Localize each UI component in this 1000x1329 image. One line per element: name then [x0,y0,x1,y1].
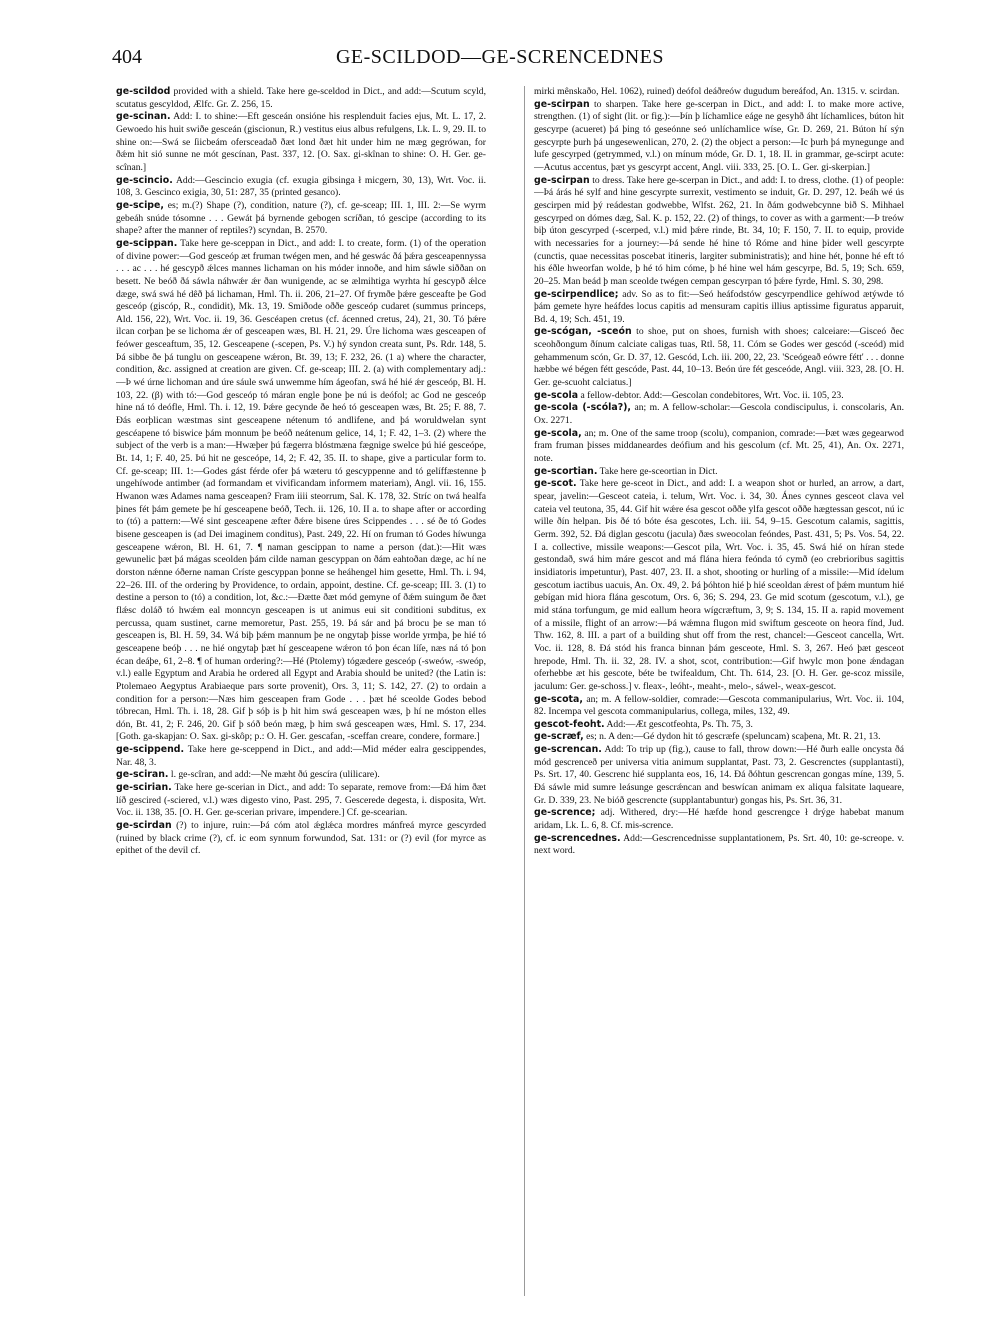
entry-text: Take here ge-scerian in Dict., and add: To separate, remove from:—Ðá him ðæt líð gescired (-sciered, v.l.) wæs digesto vino, Past. 295, 7. Gescerede degesta, i. disposita, Wrt. Voc. ii. 138, 35. [O. H. Ger. ge-scerian privare, impendere.] Cf. ge-scearian. [116,782,486,819]
entry-text: es; n. A den:—Gé dydon hit tó gescræfe (speluncam) scaþena, Mt. R. 21, 13. [586,731,881,743]
entry-text: mirki mênskaðo, Hel. 1062), ruined) deófol deáðreów dugudum bereáfod, An. 1315. v. scirdan. [534,86,900,97]
entry-text: Add:—Æt gescotfeohta, Ps. Th. 75, 3. [606,718,753,730]
entry-text: an; m. One of the same troop (scolu), companion, comrade:—Þæt wæs gegearwod fram fruman þisses middaneardes deófium and his gescolum (cf. Mt. 25, 41), An. Ox. 2271, note. [534,427,904,465]
dictionary-entry [534,694,904,719]
entry-headword: ge-scincio. [116,174,173,186]
entry-headword: ge-scota, [534,693,583,705]
dictionary-entry [534,390,904,403]
entry-text: an; m. A fellow-soldier, comrade:—Gescota commanipularius, Wrt. Voc. ii. 104, 82. Incempa vel gescota commanipularius, collega, miles, 132, 49. [534,693,904,718]
entry-text: provided with a shield. Take here ge-sceldod in Dict., and add:—Scutum scyld, scutatus gescyldod, Ælfc. Gr. Z. 256, 15. [116,86,486,110]
dictionary-entry [534,99,904,175]
entry-headword: ge-screncan. [534,744,602,756]
dictionary-entry [534,719,904,732]
entry-headword: ge-scipe, [116,199,164,211]
dictionary-entry [534,833,904,858]
entry-text: to dress. Take here ge-scerpan in Dict., and add: I. to dress, clothe. (1) of people:—Þá árás hé sylf and hine gescyrpte surrexit, vestimento se induit, Gr. D. 297, 12. Þeáh wé ús gescirpen mid þý reádestan godwebbe, Wlfst. 262, 21. In ðám godwebcynne bið S. Mihhael gescyrped on dómes dæg, Sal. K. p. 152, 22. (2) of things, to cover as with a garment:—Þ treów biþ úton gescyrped (-scerped, v.l.) mid þǽre rinde, Bt. 34, 10; F. 150, 7. II. to equip, provide with necessaries for a journey:—Þá sende hé hine tó Róme and hine þider well gescyrpte (cunctis, quae necessitas poscebat itineris, largiter subministratis); and hine hét, þonne hé eft tó his éðle hweorfan wolde, þ hé tó him cóme, þ hé hine wel hám gescyrpe, Bd. 5, 19; Sch. 659, 20–25. Man beád þ man sceolde twégen cempan gescyrpan tó þǽre fyrde, Hml. S. 30, 298. [534,174,904,287]
dictionary-entry [116,200,486,238]
column-divider [524,86,525,1296]
dictionary-entry [534,175,904,289]
entry-text: Take here ge-sceppend in Dict., and add:—Mid méder ealra gescippendes, Nar. 48, 3. [116,744,486,768]
right-column [534,86,904,1306]
dictionary-entry [534,86,904,99]
entry-text: an; m. A fellow-scholar:—Gescola condiscipulus, i. conscolaris, An. Ox. 2271. [534,402,904,427]
dictionary-entry [534,402,904,427]
entry-headword: ge-scot. [534,478,577,490]
entry-text: l. ge-scîran, and add:—Ne mæht ðú gescíra (ulilicare). [170,769,380,781]
entry-headword: ge-scræf, [534,731,584,743]
dictionary-entry [534,744,904,807]
entry-headword: ge-sciran. [116,769,169,781]
dictionary-entry [116,782,486,820]
entry-text: to sharpen. Take here ge-scerpan in Dict., and add: I. to make more active, strengthen. (1) of sight (lit. or fig.):—Þín þ líchamlice eáge ne gesyhð áht líchamlices, búton hit gescyrpe (acueret) þá þing tó geseónne seó unlíchamlice wíse, Gr. D. 269, 21. Búton hí sýn gescyrpte þurh þá ungesewenlican, 270, 2. (2) the object a person:—Ic þurh þá mynegunge and lufe gescyrped (getrymmed, v.l.) on mínum móde, Gr. D. 1, 18. II. in grammar, ge-scirpt acute:—Acutus accentus, þæt ys gescyrpt accent, Angl. viii. 333, 25. [O. L. Ger. gi-skerpian.] [534,98,904,173]
entry-headword: ge-scirdan [116,820,172,832]
entry-headword: ge-scinan. [116,111,171,123]
entry-headword: ge-scola, [534,427,582,439]
entry-text: adv. So as to fit:—Seó heáfodstów gescyrpendlice gehíwod ætýwde tó þám gemete hyre heáfdes locus capitis ad mensuram capitis illius aptissime figuratus apparuit, Bd. 4, 19; Sch. 451, 19. [534,288,904,325]
page-number: 404 [112,46,142,68]
dictionary-entry [116,175,486,200]
entry-headword: ge-scildod [116,86,171,97]
dictionary-entry [534,478,904,693]
entry-text: es; m.(?) Shape (?), condition, nature (?), cf. ge-sceap; III. 1, III. 2:—Se wyrm gebeáh snúde tósomne . . . Gewát þá byrnende gebogen scríðan, tó gescipe (according to its shape? after the manner of reptiles?) scyndan, B. 2570. [116,199,486,237]
entry-headword: ge-scola (-scóla?), [534,402,631,414]
entry-headword: ge-screncednes. [534,832,621,844]
page-header [112,46,888,72]
entry-headword: ge-scirpan [534,174,590,186]
dictionary-entry [116,111,486,174]
left-column [116,86,486,1306]
dictionary-entry [116,744,486,769]
entry-text: Take here ge-sceortian in Dict. [599,465,718,477]
dictionary-entry [534,428,904,466]
entry-text: Add: To trip up (fig.), cause to fall, throw down:—Hé ðurh ealle oncysta ðá mód gescrenceð per universa vitia animum supplantat, Past. 73, 2. Gescrenctes (supplantasti), Ps. Srt. 17, 40. Gescrenc hié supplanta eos, 16, 14. Ðá ðóhtun gescrencan gongas míne, 139, 5. Ðá sáwle mid sumre leásunge gescrǽncan and beswícan animam ex aliqua falsitate laqueare, Gr. D. 339, 23. Ne bióð gescrencte (supplantabuntur) gongas his, Ps. Srt. 36, 31. [534,744,904,806]
entry-text: Take here ge-sceot in Dict., and add: I. a weapon shot or hurled, an arrow, a dart, spear, javelin:—Gesceot cateia, i. telum, Wrt. Voc. i. 34, 30. Ánes cynnes gesceot clava vel cateia vel teutona, 35, 44. Gif hit wǽre ésa gescot oððe ylfa gescot oððe hægtessan gescot, nú ic wille ðín helpan. Þis ðé tó bóte ésa gescotes, Lch. iii. 54, 9–15. Gescotum calamis, sagittis, Germ. 392, 52. Ðá diglan gescotu (jacula) ðæs sweocolan feóndes, Past. 431, 5; Ps. Vos. 54, 22. I a. collective, missile weapons:—Gescot pila, Wrt. Voc. i. 35, 45. Swá hié on híran stede gestondað, swá him máre gescot and má flána hiera feónda tó cymð (eo crebrioribus sagittis insidiatoris impetuntur), Past. 407, 23. II. a shot, shooting or hurling of a missile:—Mid ídelum gescotum iactibus uacuis, An. Ox. 49, 2. Þá þóhton hié þ hié sceoldan ǽrest of þǽm muntum hié gebígan mid hiora flána gescotum, Ors. 6, 36; S. 294, 23. Ge mid scotum (gescotum, v.l.), ge mid stána torfungum, ge mid eallum heora wígcræftum, 3, 9; S. 134, 15. II a. rapid movement of a missile, flight of an arrow:—Þá wǽmna flugon mid swiftum gesceote on heora fínd, Jud. Thw. 162, 8. III. a part of a building shut off from the rest, chancel:—Gesceot cancella, Wrt. Voc. ii. 128, 8. Ðá stód his franca binnan þám gesceote, Hml. S. 3, 267. Heó þæt gesceot hrepode, Hml. Th. ii. 32, 28. IV. a shot, scot, contribution:—Gif hwylc mon þone ǽndagan oferhebbe æt his gescote, béte be twifealdum, Cht. Th. 614, 23. [O. H. Ger. ge-scoz missile, jaculum: Ger. ge-schoss.] v. fleax-, leóht-, meaht-, melo-, sáwel-, weax-gescot. [534,478,904,692]
entry-text: (?) to injure, ruin:—Þá cóm atol ǽglǽca mordres mánfreá myrce gescyrded (ruined by black crime (?), cf. ic eom synnum forwundod, Sat. 131: or (?) evil (for myrce as epithet of the devil cf. [116,820,486,857]
dictionary-entry [534,466,904,479]
dictionary-entry [534,731,904,744]
dictionary-entry [534,326,904,389]
dictionary-entry [116,238,486,744]
running-head: GE-SCILDOD—GE-SCRENCEDNES [335,46,665,68]
entry-headword: gescot-feoht. [534,718,605,730]
entry-text: Add: I. to shine:—Eft gesceán onsióne his resplenduit facies ejus, Mt. L. 17, 2. Gewoedo his huit swiðe gesceán (giscionun, R.) vestitus eius albus refulgens, Lk. L. 9, 29. II. to shine on:—Swá se ſiicbeám ofersceadað ðæt lond ðæt hit under him ne mæg gegrówan, for ðǽm hit sió sunne ne mót gescínan, Past. 337, 12. [O. Sax. gi-skînan to shine: O. H. Ger. ge-scînan.] [116,111,486,173]
entry-text: Add:—Gescrencednisse supplantationem, Ps. Srt. 40, 10: ge-screope. v. next word. [534,832,904,857]
entry-text: to shoe, put on shoes, furnish with shoes; calceiare:—Gisceó ðec sceohðongum ðínum calciate caligas tuas, Rtl. 58, 11. Cóm se Godes wer gescód (-sceód) mid gehammenum scón, Gr. D. 37, 12. Gescód, Lch. iii. 200, 22, 23. 'Sceógeað eówre fétt' . . . donne hæbbe wé bégen fétt gescóde, Past. 44, 10–13. Beón úre fét gesceóde, Angl. viii. 323, 28. [O. H. Ger. ge-scuoht calciatus.] [534,326,904,389]
entry-headword: ge-scola [534,389,579,401]
entry-text: a fellow-debtor. Add:—Gescolan condebitores, Wrt. Voc. ii. 105, 23. [580,389,844,401]
entry-headword: ge-scortian. [534,465,598,477]
entry-headword: ge-scirpendlice; [534,288,619,300]
entry-headword: ge-scippend. [116,744,185,756]
entry-text: Take here ge-sceppan in Dict., and add: I. to create, form. (1) of the operation of divine power:—God gesceóp æt fruman twégen men, and hé geswác ðá þǽra gesceapennyssa . . . ac . . . hé gescypð ǽlces mannes lichaman on his móder innoðe, and him sáwle siððan on besett. Ne beóð ðá sáwla náhwǽr ǽr ðan wunigende, ac se ælmihtiga wyrhta hí gescypð ǽlce dæge, swá swá hé dêð þá lichaman, Hml. Th. ii. 206, 21–27. Of frymðe þǽre gesceafte þe God gesceóp (giscóp, R., condidit), Mk. 13, 19. Smiðode oððe gesceóp cudaret (summus princeps, Ald. 156, 22), Wrt. Voc. ii. 19, 36. Gescéapen cretus (cf. ácenned cretus, 24), 21, 30. Tó þǽre ilcan corþan þe se lichoma ǽr of gesceapen wæs, Bl. H. 21, 29. Úre lichoma wæs gesceapen of feówer gesceaftum, 35, 12. Gesceapene (-scepen, Ps. V.) hý syndon creata sunt, Ps. Rdr. 148, 5. Þá sibbe ðe þá tunglu on gesceapene wǽron, Bt. 39, 13; F. 232, 26. (1 a) where the character, condition, &c. assigned at creation are given. Cf. ge-sceap; III. 2. (a) with complementary adj.:—Þ wé úrne lichoman and úre sáule swá unwemme hím ágeofan, swá hé hié ǽr gesceóp, Bl. H. 103, 22. (β) with tó:—God gesceóp tó máran engle þone þe nú is deófol; ac God ne gesceóp hine ná tó deófle, Hml. Th. i. 12, 19. Þǽre gecynde ðe heó tó gesceapen wæs, Bt. 25; F. 88, 7. Ðás eorþlican wæstmas sint gesceapene nétenum tó andlifene, and þá woruldwelan synt gescéapene tó biswice þám monnum þe beóð neátenum gelice, 14, 1; F. 42, 1–3. (2) where the subject of the verb is a man:—Hwæþer þú fægerra blóstmæna fægnige swelce þú hié gesceópe, Bt. 14, 1; F. 40, 25. Þú hit ne gesceópe, 14, 2; F. 42, 35. II. to shape, give a particular form to. Cf. ge-sceap; III. 1:—Godes gást férde ofer þá wæteru tó gescyppenne and tó gelíffæstenne þ ungehíwode antimber (ad formandam et vivificandam informem materiam), Angl. vii. 16, 155. Hwanon wæs Adames nama gesceapen? Fram iiii steorrum, Sal. K. 178, 32. Stríc on twá healfa þines fét þám gemete þe hí gesceapene beóð, Tech. ii. 126, 10. II a. to shape after or according to (tó) a pattern:—Wé sint gesceapene æfter ðǽre bisene úres Scippendes . . . sé ðe tó Godes bisene gesceapen is (ad Dei imaginem conditus), Past. 249, 22. Hí on fruman tó Godes híwunga gesceapene wǽron, Bl. H. 61, 7. ¶ naman gescippan to name a person (dat.):—Hit wæs gewunelic þæt þá mágas sceolden þám cilde naman gescyppan on ðám eahtoðan dæge, ac hí ne dorston nǽnne óðerne naman Críste gescyppan þonne se heáhengel him gesette, Hml. Th. i. 94, 22–26. III. of the ordering by Providence, to ordain, appoint, destine. Cf. ge-sceap; III. 3. (1) to destine a person to (tó) a condition, lot, &c.:—Ðætte ðæt mód gemyne of ðǽm suingum ðe ðæt flǽsc doláð tó hwǽm eal monncyn gesceapen is ut animus eui sit conditioni subditus, ex percussa, quam sustinet, carne memoretur, Past. 255, 19. Þá sár and þá brocu þe se man tó gesceapen is, Bl. H. 59, 34. Wá biþ þǽm mannum þe ne ongytaþ þisse worlde yrmþa, þe hié tó gesceapene beóþ . . . ne hié ongytaþ þæt hí gesceapene wǽron tó þon écan líſe, næs ná tó þon écan deáþe, 61, 2–8. ¶ of human ordering?:—Hé (Ptolemy) tógædere gesceóp (-sweów, -sweóp, v.l.) ealle Egyptum and Arabia he ordered all Egypt and Arabia should be united? (the Latin is: Ptolemaeo Aegyptus Arabiaeque pars sorte provenit), Ors. 3, 11; S. 142, 27. (2) to ordain a condition for a person:—Næs him gesceapen fram Gode . . . þæt hé sceolde Godes bebod tóbrecan, Hml. Th. i. 18, 28. Gif þ sóþ is þ hit him swá gesceapen wæs, þ hí ne móston elles dón, Bt. 41, 2; F. 246, 20. Gif þ sóð beón mæg, þ him swá gesceapen wæs, Hml. S. 17, 234. [Goth. ga-skapjan: O. Sax. gi-skôp; p.: O. H. Ger. gescafan, -sceffan creare, condere, formare.] [116,237,486,743]
entry-headword: ge-scrence; [534,807,596,819]
entry-text: adj. Withered, dry:—Hé hæfde hond gescrengce ł drýge habebat manum aridam, Lk. L. 6, 8. Cf. mis-scrence. [534,807,904,832]
dictionary-entry [116,86,486,111]
entry-text: Add:—Gescincio exugia (cf. exugia gibsinga ł micgern, 30, 13), Wrt. Voc. ii. 108, 3. Gescinco exigia, 30, 51: 287, 35 (printed gesanco). [116,174,486,199]
entry-headword: ge-scippan. [116,237,178,249]
entry-headword: ge-scirpan [534,98,590,110]
entry-headword: ge-scirian. [116,782,172,794]
entry-headword: ge-scógan, -sceón [534,326,632,338]
dictionary-entry [116,769,486,782]
dictionary-entry [534,289,904,327]
dictionary-entry [116,820,486,858]
dictionary-entry [534,807,904,832]
